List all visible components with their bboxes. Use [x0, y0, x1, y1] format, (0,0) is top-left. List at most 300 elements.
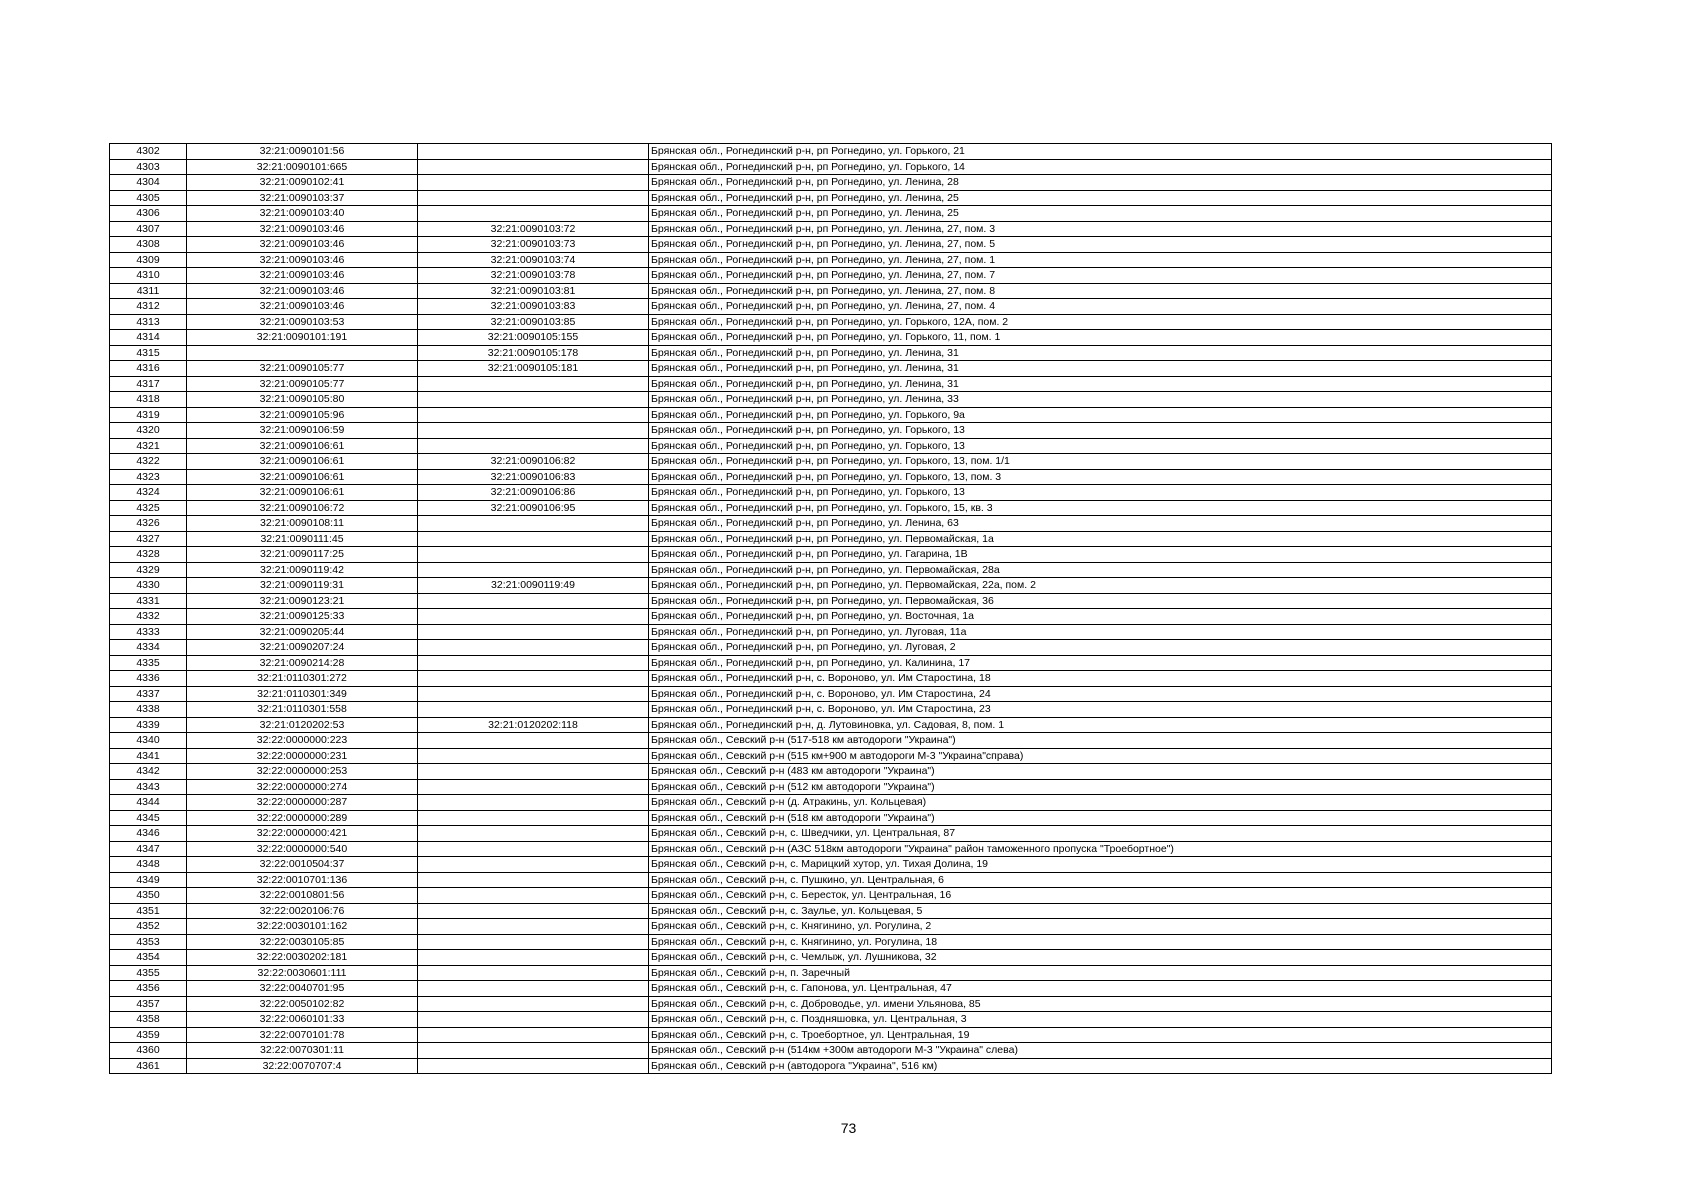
table-row [110, 826, 1552, 842]
table-row [110, 252, 1552, 268]
premises-number-cell [418, 159, 649, 175]
table-row [110, 268, 1552, 284]
cadastral-number-cell: 32:21:0090117:25 [187, 547, 418, 563]
address-cell: Брянская обл., Рогнединский р-н, рп Рогнедино, ул. Калинина, 17 [649, 655, 1552, 671]
table-row [110, 144, 1552, 160]
address-cell: Брянская обл., Севский р-н, с. Чемлыж, ул. Лушникова, 32 [649, 950, 1552, 966]
address-cell: Брянская обл., Севский р-н (512 км автодороги "Украина") [649, 779, 1552, 795]
cadastral-number-cell: 32:22:0060101:33 [187, 1012, 418, 1028]
row-number-cell: 4338 [110, 702, 187, 718]
premises-number-cell [418, 686, 649, 702]
row-number-cell: 4308 [110, 237, 187, 253]
table-row [110, 423, 1552, 439]
cadastral-number-cell: 32:22:0030101:162 [187, 919, 418, 935]
premises-number-cell [418, 671, 649, 687]
premises-number-cell [418, 748, 649, 764]
cadastral-number-cell: 32:21:0120202:53 [187, 717, 418, 733]
cadastral-number-cell: 32:22:0010504:37 [187, 857, 418, 873]
row-number-cell: 4354 [110, 950, 187, 966]
table-row [110, 919, 1552, 935]
address-cell: Брянская обл., Рогнединский р-н, рп Рогнедино, ул. Первомайская, 1а [649, 531, 1552, 547]
table-row [110, 345, 1552, 361]
row-number-cell: 4331 [110, 593, 187, 609]
table-row [110, 330, 1552, 346]
row-number-cell: 4319 [110, 407, 187, 423]
row-number-cell: 4340 [110, 733, 187, 749]
row-number-cell: 4342 [110, 764, 187, 780]
cadastral-number-cell: 32:21:0090106:59 [187, 423, 418, 439]
table-row [110, 361, 1552, 377]
table-row [110, 376, 1552, 392]
cadastral-number-cell: 32:22:0010701:136 [187, 872, 418, 888]
row-number-cell: 4329 [110, 562, 187, 578]
row-number-cell: 4350 [110, 888, 187, 904]
cadastral-number-cell: 32:21:0090102:41 [187, 175, 418, 191]
cadastral-number-cell: 32:21:0090106:61 [187, 454, 418, 470]
premises-number-cell [418, 857, 649, 873]
table-row [110, 764, 1552, 780]
cadastral-number-cell: 32:22:0020106:76 [187, 903, 418, 919]
address-cell: Брянская обл., Севский р-н (517-518 км автодороги "Украина") [649, 733, 1552, 749]
address-cell: Брянская обл., Рогнединский р-н, рп Рогнедино, ул. Ленина, 31 [649, 376, 1552, 392]
address-cell: Брянская обл., Рогнединский р-н, рп Рогнедино, ул. Ленина, 25 [649, 190, 1552, 206]
address-cell: Брянская обл., Рогнединский р-н, рп Рогнедино, ул. Горького, 13, пом. 3 [649, 469, 1552, 485]
row-number-cell: 4324 [110, 485, 187, 501]
row-number-cell: 4323 [110, 469, 187, 485]
row-number-cell: 4346 [110, 826, 187, 842]
table-row [110, 686, 1552, 702]
cadastral-number-cell: 32:21:0090103:46 [187, 221, 418, 237]
premises-number-cell: 32:21:0090106:82 [418, 454, 649, 470]
premises-number-cell [418, 934, 649, 950]
cadastral-number-cell: 32:21:0090106:72 [187, 500, 418, 516]
row-number-cell: 4325 [110, 500, 187, 516]
premises-number-cell: 32:21:0090105:181 [418, 361, 649, 377]
row-number-cell: 4336 [110, 671, 187, 687]
cadastral-number-cell: 32:21:0110301:272 [187, 671, 418, 687]
cadastral-number-cell: 32:21:0090105:96 [187, 407, 418, 423]
premises-number-cell [418, 981, 649, 997]
address-cell: Брянская обл., Севский р-н, с. Княгинино, ул. Рогулина, 2 [649, 919, 1552, 935]
table-row [110, 903, 1552, 919]
table-row [110, 609, 1552, 625]
address-cell: Брянская обл., Рогнединский р-н, рп Рогнедино, ул. Ленина, 27, пом. 4 [649, 299, 1552, 315]
table-row [110, 314, 1552, 330]
address-cell: Брянская обл., Рогнединский р-н, рп Рогнедино, ул. Ленина, 27, пом. 7 [649, 268, 1552, 284]
row-number-cell: 4334 [110, 640, 187, 656]
table-row [110, 981, 1552, 997]
row-number-cell: 4353 [110, 934, 187, 950]
table-row [110, 857, 1552, 873]
cadastral-number-cell: 32:21:0090101:56 [187, 144, 418, 160]
premises-number-cell [418, 593, 649, 609]
cadastral-number-cell: 32:22:0070101:78 [187, 1027, 418, 1043]
premises-number-cell [418, 996, 649, 1012]
premises-number-cell [418, 795, 649, 811]
cadastral-number-cell: 32:22:0070707:4 [187, 1058, 418, 1074]
address-cell: Брянская обл., Рогнединский р-н, рп Рогнедино, ул. Ленина, 28 [649, 175, 1552, 191]
table-row [110, 779, 1552, 795]
row-number-cell: 4344 [110, 795, 187, 811]
cadastral-number-cell: 32:21:0090119:31 [187, 578, 418, 594]
table-row [110, 299, 1552, 315]
row-number-cell: 4312 [110, 299, 187, 315]
row-number-cell: 4317 [110, 376, 187, 392]
row-number-cell: 4358 [110, 1012, 187, 1028]
address-cell: Брянская обл., Рогнединский р-н, рп Рогнедино, ул. Ленина, 27, пом. 5 [649, 237, 1552, 253]
table-row [110, 702, 1552, 718]
cadastral-number-cell: 32:22:0000000:231 [187, 748, 418, 764]
premises-number-cell: 32:21:0090103:85 [418, 314, 649, 330]
cadastral-number-cell: 32:22:0000000:253 [187, 764, 418, 780]
cadastral-number-cell: 32:21:0090105:77 [187, 376, 418, 392]
row-number-cell: 4306 [110, 206, 187, 222]
address-cell: Брянская обл., Севский р-н, с. Шведчики, ул. Центральная, 87 [649, 826, 1552, 842]
row-number-cell: 4321 [110, 438, 187, 454]
table-row [110, 578, 1552, 594]
row-number-cell: 4361 [110, 1058, 187, 1074]
address-cell: Брянская обл., Севский р-н, с. Троебортное, ул. Центральная, 19 [649, 1027, 1552, 1043]
table-row [110, 655, 1552, 671]
row-number-cell: 4341 [110, 748, 187, 764]
address-cell: Брянская обл., Севский р-н, с. Пушкино, ул. Центральная, 6 [649, 872, 1552, 888]
cadastral-number-cell: 32:22:0050102:82 [187, 996, 418, 1012]
row-number-cell: 4314 [110, 330, 187, 346]
cadastral-number-cell: 32:21:0090123:21 [187, 593, 418, 609]
address-cell: Брянская обл., Рогнединский р-н, рп Рогнедино, ул. Ленина, 25 [649, 206, 1552, 222]
cadastral-number-cell: 32:22:0040701:95 [187, 981, 418, 997]
cadastral-number-cell: 32:21:0090105:80 [187, 392, 418, 408]
premises-number-cell: 32:21:0090105:155 [418, 330, 649, 346]
row-number-cell: 4356 [110, 981, 187, 997]
cadastral-number-cell: 32:21:0090103:37 [187, 190, 418, 206]
row-number-cell: 4359 [110, 1027, 187, 1043]
address-cell: Брянская обл., Севский р-н, с. Княгинино, ул. Рогулина, 18 [649, 934, 1552, 950]
premises-number-cell: 32:21:0090103:73 [418, 237, 649, 253]
address-cell: Брянская обл., Рогнединский р-н, рп Рогнедино, ул. Горького, 12А, пом. 2 [649, 314, 1552, 330]
address-cell: Брянская обл., Севский р-н (АЗС 518км автодороги "Украина" район таможенного пропуска "Троебортное") [649, 841, 1552, 857]
row-number-cell: 4320 [110, 423, 187, 439]
address-cell: Брянская обл., Севский р-н (483 км автодороги "Украина") [649, 764, 1552, 780]
table-row [110, 485, 1552, 501]
table-row [110, 159, 1552, 175]
table-row [110, 841, 1552, 857]
cadastral-number-cell: 32:21:0090103:46 [187, 268, 418, 284]
address-cell: Брянская обл., Рогнединский р-н, рп Рогнедино, ул. Ленина, 63 [649, 516, 1552, 532]
cadastral-number-cell: 32:22:0030601:111 [187, 965, 418, 981]
premises-number-cell [418, 888, 649, 904]
premises-number-cell: 32:21:0120202:118 [418, 717, 649, 733]
row-number-cell: 4315 [110, 345, 187, 361]
premises-number-cell [418, 609, 649, 625]
cadastral-number-cell: 32:21:0090119:42 [187, 562, 418, 578]
premises-number-cell [418, 438, 649, 454]
address-cell: Брянская обл., Севский р-н (518 км автодороги "Украина") [649, 810, 1552, 826]
premises-number-cell [418, 562, 649, 578]
address-cell: Брянская обл., Рогнединский р-н, рп Рогнедино, ул. Ленина, 31 [649, 361, 1552, 377]
address-cell: Брянская обл., Севский р-н, с. Доброводье, ул. имени Ульянова, 85 [649, 996, 1552, 1012]
address-cell: Брянская обл., Севский р-н (автодорога "Украина", 516 км) [649, 1058, 1552, 1074]
premises-number-cell [418, 764, 649, 780]
address-cell: Брянская обл., Рогнединский р-н, рп Рогнедино, ул. Горького, 9а [649, 407, 1552, 423]
premises-number-cell [418, 779, 649, 795]
premises-number-cell [418, 1058, 649, 1074]
cadastral-number-cell: 32:21:0090103:46 [187, 283, 418, 299]
table-row [110, 717, 1552, 733]
premises-number-cell [418, 1012, 649, 1028]
address-cell: Брянская обл., Рогнединский р-н, рп Рогнедино, ул. Луговая, 11а [649, 624, 1552, 640]
row-number-cell: 4305 [110, 190, 187, 206]
cadastral-number-cell: 32:22:0000000:289 [187, 810, 418, 826]
premises-number-cell [418, 965, 649, 981]
cadastral-number-cell: 32:21:0090103:53 [187, 314, 418, 330]
row-number-cell: 4345 [110, 810, 187, 826]
address-cell: Брянская обл., Рогнединский р-н, рп Рогнедино, ул. Луговая, 2 [649, 640, 1552, 656]
premises-number-cell [418, 175, 649, 191]
row-number-cell: 4304 [110, 175, 187, 191]
cadastral-number-cell: 32:21:0090103:46 [187, 299, 418, 315]
premises-number-cell [418, 872, 649, 888]
table-row [110, 438, 1552, 454]
cadastral-number-cell: 32:22:0000000:287 [187, 795, 418, 811]
table-row [110, 469, 1552, 485]
row-number-cell: 4335 [110, 655, 187, 671]
row-number-cell: 4332 [110, 609, 187, 625]
premises-number-cell [418, 531, 649, 547]
row-number-cell: 4349 [110, 872, 187, 888]
row-number-cell: 4348 [110, 857, 187, 873]
table-row [110, 640, 1552, 656]
cadastral-number-cell: 32:22:0000000:223 [187, 733, 418, 749]
premises-number-cell [418, 206, 649, 222]
premises-number-cell [418, 919, 649, 935]
row-number-cell: 4337 [110, 686, 187, 702]
address-cell: Брянская обл., Рогнединский р-н, рп Рогнедино, ул. Ленина, 33 [649, 392, 1552, 408]
table-row [110, 392, 1552, 408]
cadastral-number-cell: 32:22:0030105:85 [187, 934, 418, 950]
address-cell: Брянская обл., Рогнединский р-н, рп Рогнедино, ул. Горького, 13, пом. 1/1 [649, 454, 1552, 470]
row-number-cell: 4309 [110, 252, 187, 268]
cadastral-number-cell: 32:21:0110301:558 [187, 702, 418, 718]
row-number-cell: 4326 [110, 516, 187, 532]
cadastral-number-cell: 32:21:0090106:61 [187, 438, 418, 454]
row-number-cell: 4351 [110, 903, 187, 919]
address-cell: Брянская обл., Рогнединский р-н, рп Рогнедино, ул. Первомайская, 36 [649, 593, 1552, 609]
premises-number-cell [418, 376, 649, 392]
premises-number-cell: 32:21:0090106:95 [418, 500, 649, 516]
address-cell: Брянская обл., Рогнединский р-н, с. Вороново, ул. Им Старостина, 23 [649, 702, 1552, 718]
cadastral-number-cell: 32:22:0070301:11 [187, 1043, 418, 1059]
cadastral-number-cell: 32:21:0090214:28 [187, 655, 418, 671]
row-number-cell: 4303 [110, 159, 187, 175]
row-number-cell: 4330 [110, 578, 187, 594]
address-cell: Брянская обл., Рогнединский р-н, д. Лутовиновка, ул. Садовая, 8, пом. 1 [649, 717, 1552, 733]
row-number-cell: 4333 [110, 624, 187, 640]
row-number-cell: 4322 [110, 454, 187, 470]
address-cell: Брянская обл., Рогнединский р-н, рп Рогнедино, ул. Ленина, 31 [649, 345, 1552, 361]
table-row [110, 407, 1552, 423]
cadastral-number-cell: 32:22:0030202:181 [187, 950, 418, 966]
table-row [110, 810, 1552, 826]
row-number-cell: 4311 [110, 283, 187, 299]
address-cell: Брянская обл., Севский р-н, с. Гапонова, ул. Центральная, 47 [649, 981, 1552, 997]
cadastral-number-cell: 32:21:0090207:24 [187, 640, 418, 656]
cadastral-number-cell: 32:21:0090125:33 [187, 609, 418, 625]
premises-number-cell [418, 423, 649, 439]
address-cell: Брянская обл., Рогнединский р-н, рп Рогнедино, ул. Горького, 13 [649, 423, 1552, 439]
table-row [110, 531, 1552, 547]
address-cell: Брянская обл., Севский р-н, п. Заречный [649, 965, 1552, 981]
premises-number-cell: 32:21:0090103:74 [418, 252, 649, 268]
address-cell: Брянская обл., Рогнединский р-н, рп Рогнедино, ул. Горького, 21 [649, 144, 1552, 160]
premises-number-cell: 32:21:0090103:81 [418, 283, 649, 299]
premises-number-cell [418, 903, 649, 919]
table-row [110, 996, 1552, 1012]
premises-number-cell [418, 655, 649, 671]
premises-number-cell [418, 841, 649, 857]
premises-number-cell [418, 1043, 649, 1059]
cadastral-number-cell: 32:21:0090103:46 [187, 252, 418, 268]
row-number-cell: 4339 [110, 717, 187, 733]
premises-number-cell [418, 702, 649, 718]
table-row [110, 733, 1552, 749]
premises-number-cell [418, 547, 649, 563]
table-row [110, 934, 1552, 950]
table-row [110, 206, 1552, 222]
table-row [110, 221, 1552, 237]
address-cell: Брянская обл., Рогнединский р-н, рп Рогнедино, ул. Горького, 13 [649, 438, 1552, 454]
cadastral-number-cell: 32:22:0010801:56 [187, 888, 418, 904]
row-number-cell: 4302 [110, 144, 187, 160]
table-row [110, 175, 1552, 191]
premises-number-cell [418, 392, 649, 408]
premises-number-cell [418, 144, 649, 160]
address-cell: Брянская обл., Рогнединский р-н, с. Вороново, ул. Им Старостина, 18 [649, 671, 1552, 687]
premises-number-cell [418, 640, 649, 656]
cadastral-number-cell: 32:21:0090205:44 [187, 624, 418, 640]
cadastral-number-cell: 32:22:0000000:540 [187, 841, 418, 857]
table-row [110, 624, 1552, 640]
address-cell: Брянская обл., Рогнединский р-н, с. Вороново, ул. Им Старостина, 24 [649, 686, 1552, 702]
table-row [110, 1043, 1552, 1059]
row-number-cell: 4318 [110, 392, 187, 408]
premises-number-cell [418, 407, 649, 423]
address-cell: Брянская обл., Рогнединский р-н, рп Рогнедино, ул. Горького, 13 [649, 485, 1552, 501]
table-row [110, 965, 1552, 981]
table-row [110, 1058, 1552, 1074]
table-row [110, 516, 1552, 532]
registry-table [109, 143, 1552, 1074]
address-cell: Брянская обл., Рогнединский р-н, рп Рогнедино, ул. Ленина, 27, пом. 3 [649, 221, 1552, 237]
table-row [110, 190, 1552, 206]
address-cell: Брянская обл., Рогнединский р-н, рп Рогнедино, ул. Горького, 14 [649, 159, 1552, 175]
address-cell: Брянская обл., Севский р-н, с. Поздняшовка, ул. Центральная, 3 [649, 1012, 1552, 1028]
table-row [110, 1027, 1552, 1043]
premises-number-cell [418, 1027, 649, 1043]
premises-number-cell [418, 624, 649, 640]
premises-number-cell: 32:21:0090103:72 [418, 221, 649, 237]
table-row [110, 593, 1552, 609]
address-cell: Брянская обл., Рогнединский р-н, рп Рогнедино, ул. Первомайская, 22а, пом. 2 [649, 578, 1552, 594]
address-cell: Брянская обл., Севский р-н (514км +300м автодороги М-3 "Украина" слева) [649, 1043, 1552, 1059]
address-cell: Брянская обл., Рогнединский р-н, рп Рогнедино, ул. Восточная, 1а [649, 609, 1552, 625]
table-row [110, 671, 1552, 687]
table-row [110, 547, 1552, 563]
cadastral-number-cell: 32:21:0090106:61 [187, 469, 418, 485]
premises-number-cell: 32:21:0090105:178 [418, 345, 649, 361]
row-number-cell: 4343 [110, 779, 187, 795]
row-number-cell: 4313 [110, 314, 187, 330]
address-cell: Брянская обл., Рогнединский р-н, рп Рогнедино, ул. Горького, 15, кв. 3 [649, 500, 1552, 516]
cadastral-number-cell: 32:21:0090106:61 [187, 485, 418, 501]
address-cell: Брянская обл., Севский р-н (д. Атракинь, ул. Кольцевая) [649, 795, 1552, 811]
table-row [110, 795, 1552, 811]
table-row [110, 454, 1552, 470]
address-cell: Брянская обл., Севский р-н, с. Заулье, ул. Кольцевая, 5 [649, 903, 1552, 919]
table-row [110, 500, 1552, 516]
premises-number-cell [418, 826, 649, 842]
cadastral-number-cell: 32:21:0090103:46 [187, 237, 418, 253]
premises-number-cell: 32:21:0090106:83 [418, 469, 649, 485]
cadastral-number-cell: 32:22:0000000:421 [187, 826, 418, 842]
premises-number-cell [418, 950, 649, 966]
cadastral-number-cell [187, 345, 418, 361]
address-cell: Брянская обл., Рогнединский р-н, рп Рогнедино, ул. Гагарина, 1В [649, 547, 1552, 563]
row-number-cell: 4357 [110, 996, 187, 1012]
cadastral-number-cell: 32:21:0110301:349 [187, 686, 418, 702]
address-cell: Брянская обл., Рогнединский р-н, рп Рогнедино, ул. Ленина, 27, пом. 8 [649, 283, 1552, 299]
cadastral-number-cell: 32:21:0090105:77 [187, 361, 418, 377]
premises-number-cell: 32:21:0090106:86 [418, 485, 649, 501]
row-number-cell: 4327 [110, 531, 187, 547]
cadastral-number-cell: 32:21:0090101:191 [187, 330, 418, 346]
table-body [110, 144, 1552, 1074]
table-row [110, 888, 1552, 904]
table-row [110, 950, 1552, 966]
address-cell: Брянская обл., Севский р-н (515 км+900 м автодороги М-3 "Украина"справа) [649, 748, 1552, 764]
row-number-cell: 4347 [110, 841, 187, 857]
premises-number-cell: 32:21:0090103:83 [418, 299, 649, 315]
cadastral-number-cell: 32:21:0090101:665 [187, 159, 418, 175]
premises-number-cell: 32:21:0090103:78 [418, 268, 649, 284]
premises-number-cell [418, 733, 649, 749]
premises-number-cell [418, 516, 649, 532]
row-number-cell: 4352 [110, 919, 187, 935]
address-cell: Брянская обл., Рогнединский р-н, рп Рогнедино, ул. Первомайская, 28а [649, 562, 1552, 578]
address-cell: Брянская обл., Севский р-н, с. Марицкий хутор, ул. Тихая Долина, 19 [649, 857, 1552, 873]
registry-table-container [109, 143, 1552, 1074]
table-row [110, 237, 1552, 253]
cadastral-number-cell: 32:21:0090108:11 [187, 516, 418, 532]
row-number-cell: 4310 [110, 268, 187, 284]
table-row [110, 748, 1552, 764]
row-number-cell: 4328 [110, 547, 187, 563]
row-number-cell: 4316 [110, 361, 187, 377]
premises-number-cell [418, 190, 649, 206]
address-cell: Брянская обл., Рогнединский р-н, рп Рогнедино, ул. Ленина, 27, пом. 1 [649, 252, 1552, 268]
cadastral-number-cell: 32:21:0090103:40 [187, 206, 418, 222]
table-row [110, 872, 1552, 888]
cadastral-number-cell: 32:22:0000000:274 [187, 779, 418, 795]
premises-number-cell: 32:21:0090119:49 [418, 578, 649, 594]
premises-number-cell [418, 810, 649, 826]
row-number-cell: 4307 [110, 221, 187, 237]
row-number-cell: 4355 [110, 965, 187, 981]
row-number-cell: 4360 [110, 1043, 187, 1059]
address-cell: Брянская обл., Севский р-н, с. Бересток, ул. Центральная, 16 [649, 888, 1552, 904]
table-row [110, 1012, 1552, 1028]
table-row [110, 562, 1552, 578]
